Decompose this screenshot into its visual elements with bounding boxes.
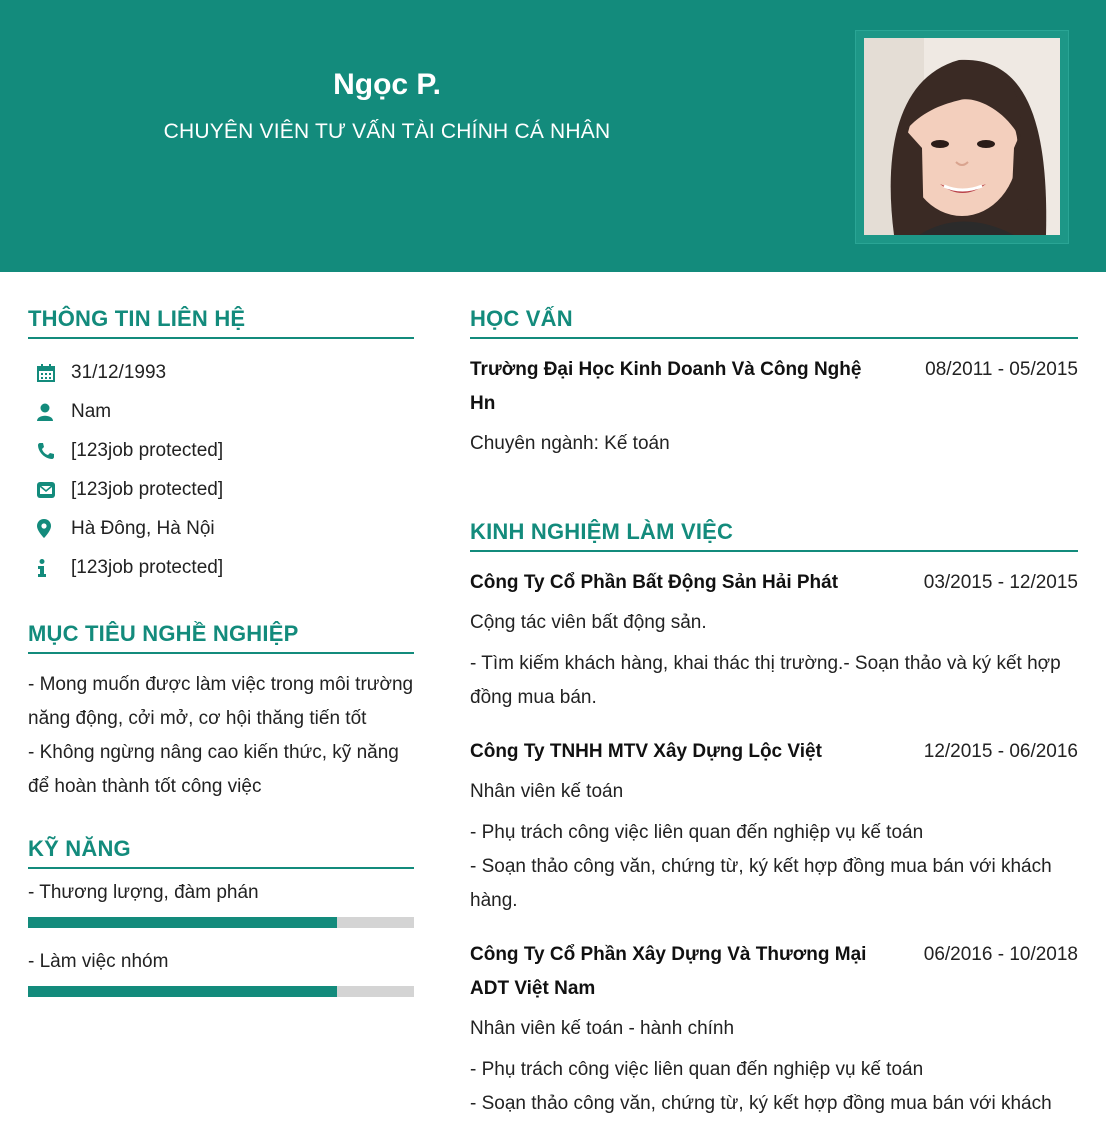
experience-heading: KINH NGHIỆM LÀM VIỆC: [470, 519, 1078, 552]
experience-desc-2a: - Phụ trách công việc liên quan đến nghiệp vụ kế toán: [470, 822, 924, 843]
objective-heading: MỤC TIÊU NGHỀ NGHIỆP: [28, 621, 414, 654]
education-entry: [470, 353, 1078, 421]
experience-desc-3a: - Phụ trách công việc liên quan đến nghiệp vụ kế toán: [470, 1059, 924, 1080]
objective-line-1: - Mong muốn được làm việc trong môi trường năng động, cởi mở, cơ hội thăng tiến tốt: [28, 674, 414, 729]
experience-role-1: Cộng tác viên bất động sản.: [470, 612, 707, 633]
education-heading: HỌC VẤN: [470, 306, 1078, 339]
experience-date-2: 12/2015 - 06/2016: [923, 741, 1078, 762]
location-icon: [28, 518, 66, 540]
skills-heading: KỸ NĂNG: [28, 836, 414, 869]
right-column: [470, 306, 1078, 1121]
experience-date-3: 06/2016 - 10/2018: [923, 944, 1078, 965]
contact-heading: THÔNG TIN LIÊN HỆ: [28, 306, 414, 339]
skill-fill-negotiation: [28, 917, 337, 928]
calendar-icon: [28, 362, 66, 384]
profile-photo-frame: [855, 30, 1069, 244]
experience-desc-1: - Tìm kiếm khách hàng, khai thác thị trường.- Soạn thảo và ký kết hợp đồng mua bán.: [470, 653, 1061, 708]
objective-line-2: - Không ngừng nâng cao kiến thức, kỹ năng để hoàn thành tốt công việc: [28, 742, 399, 797]
experience-company-3: Công Ty Cổ Phần Xây Dựng Và Thương Mại ADT Việt Nam: [470, 944, 867, 999]
candidate-title: CHUYÊN VIÊN TƯ VẤN TÀI CHÍNH CÁ NHÂN: [163, 120, 611, 143]
experience-desc-3b: - Soạn thảo công văn, chứng từ, ký kết hợp đồng mua bán với khách: [470, 1093, 1052, 1114]
education-date: 08/2011 - 05/2015: [925, 359, 1078, 380]
skill-label-negotiation: - Thương lượng, đàm phán: [28, 882, 259, 903]
experience-company-1: Công Ty Cổ Phần Bất Động Sản Hải Phát: [470, 572, 839, 593]
education-school: Trường Đại Học Kinh Doanh Và Công Nghệ Hn: [470, 359, 862, 414]
skill-fill-teamwork: [28, 986, 337, 997]
contact-item-address: [28, 509, 414, 548]
experience-role-2: Nhân viên kế toán: [470, 781, 624, 802]
info-icon: [28, 557, 66, 579]
experience-company-2: Công Ty TNHH MTV Xây Dựng Lộc Việt: [470, 741, 822, 762]
experience-entry-2: [470, 735, 1078, 769]
contact-phone: [123job protected]: [71, 439, 224, 461]
contact-gender: Nam: [71, 400, 112, 422]
contact-item-phone: [28, 431, 414, 470]
email-icon: [28, 479, 66, 501]
contact-birthday: 31/12/1993: [71, 361, 167, 383]
candidate-name: Ngọc P.: [333, 68, 441, 101]
cv-header: [0, 0, 1106, 272]
contact-info: [123job protected]: [71, 556, 224, 578]
contact-item-info: [28, 548, 414, 587]
experience-entry-1: [470, 566, 1078, 600]
profile-photo-image: [864, 38, 1060, 235]
user-icon: [28, 401, 66, 423]
education-major: Chuyên ngành: Kế toán: [470, 433, 670, 454]
experience-role-3: Nhân viên kế toán - hành chính: [470, 1018, 735, 1039]
experience-desc-2b: - Soạn thảo công văn, chứng từ, ký kết hợp đồng mua bán với khách hàng.: [470, 856, 1052, 911]
experience-entry-3: [470, 938, 1078, 1006]
skill-bar-negotiation: [28, 917, 414, 928]
contact-item-email: [28, 470, 414, 509]
profile-photo: [864, 38, 1060, 235]
skill-label-teamwork: - Làm việc nhóm: [28, 951, 169, 972]
contact-item-gender: [28, 392, 414, 431]
contact-item-birthday: [28, 353, 414, 392]
contact-address: Hà Đông, Hà Nội: [71, 517, 215, 539]
phone-icon: [28, 440, 66, 462]
left-column: [28, 306, 414, 1017]
experience-date-1: 03/2015 - 12/2015: [923, 572, 1078, 593]
skill-bar-teamwork: [28, 986, 414, 997]
contact-email: [123job protected]: [71, 478, 224, 500]
